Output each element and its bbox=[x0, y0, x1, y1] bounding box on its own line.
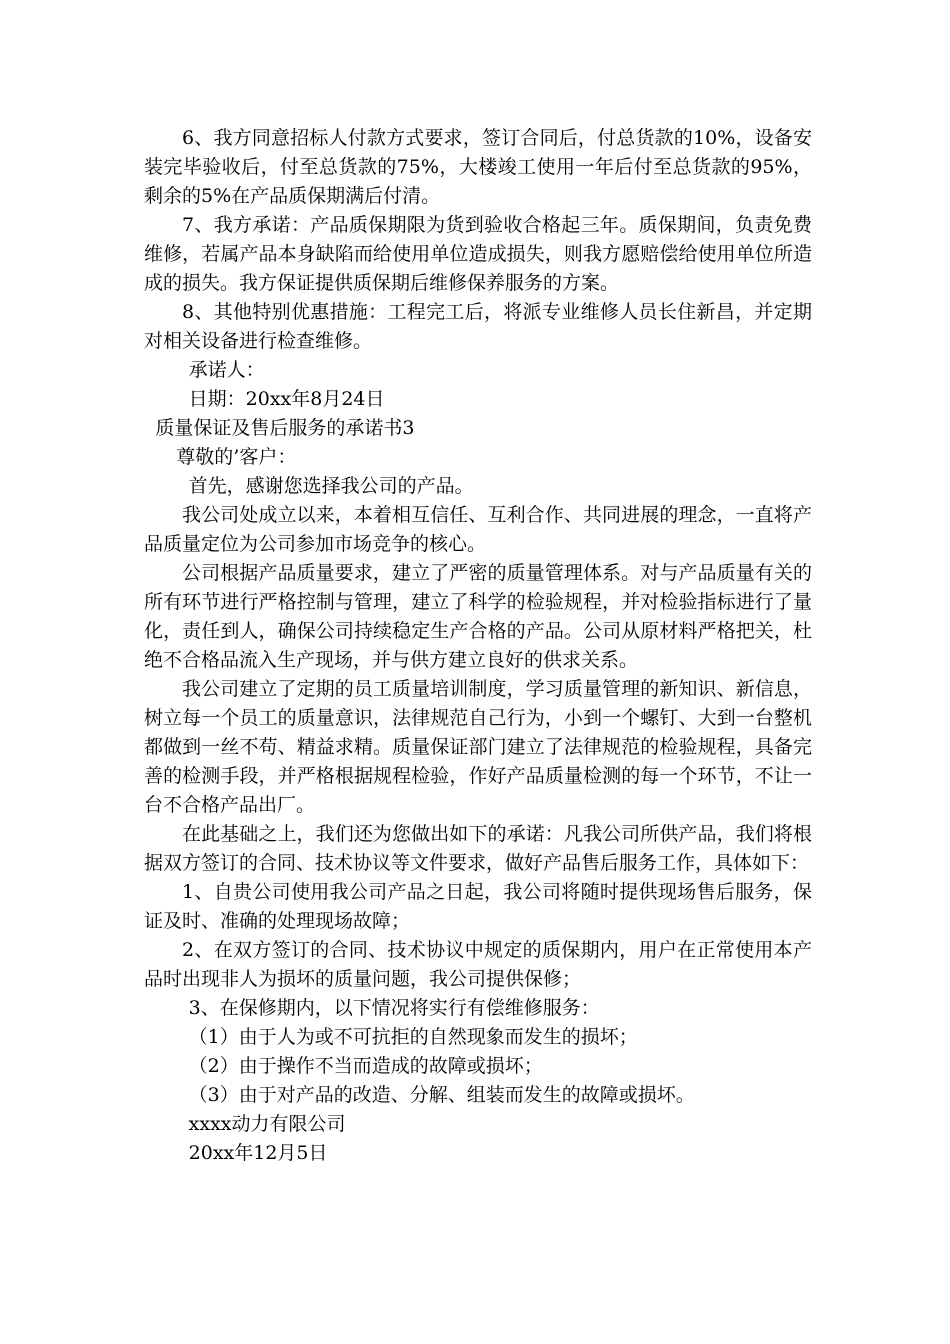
clause-6-payment: 6、我方同意招标人付款方式要求，签订合同后，付总货款的10%，设备安装完毕验收后，付至总货款的75%，大楼竣工使用一年后付至总货款的95%，剩余的5%在产品质保期满后付清。 bbox=[144, 127, 812, 207]
document-body bbox=[144, 124, 812, 1168]
salutation: 尊敬的’客户： bbox=[176, 446, 297, 468]
body-paragraph: 我公司处成立以来，本着相互信任、互利合作、共同进展的理念，一直将产品质量定位为公司参加市场竞争的核心。 bbox=[144, 504, 812, 555]
body-paragraph: 在此基础之上，我们还为您做出如下的承诺：凡我公司所供产品，我们将根据双方签订的合同、技术协议等文件要求，做好产品售后服务工作，具体如下： bbox=[144, 823, 812, 874]
commitment-item: 2、在双方签订的合同、技术协议中规定的质保期内，用户在正常使用本产品时出现非人为损坏的质量问题，我公司提供保修； bbox=[144, 939, 812, 990]
commitment-item: 1、自贵公司使用我公司产品之日起，我公司将随时提供现场售后服务，保证及时、准确的处理现场故障； bbox=[144, 881, 812, 932]
clause-8-offers: 8、其他特别优惠措施：工程完工后，将派专业维修人员长住新昌，并定期对相关设备进行检查维修。 bbox=[144, 301, 812, 352]
paid-repair-item: （3）由于对产品的改造、分解、组装而发生的故障或损坏。 bbox=[188, 1084, 695, 1106]
paid-repair-item: （2）由于操作不当而造成的故障或损坏； bbox=[188, 1055, 543, 1077]
paid-repair-intro: 3、在保修期内，以下情况将实行有偿维修服务： bbox=[188, 997, 600, 1019]
body-paragraph: 首先，感谢您选择我公司的产品。 bbox=[188, 475, 474, 497]
date-line: 日期：20xx年8月24日 bbox=[188, 388, 385, 410]
closing-date: 20xx年12月5日 bbox=[188, 1142, 328, 1164]
paid-repair-item: （1）由于人为或不可抗拒的自然现象而发生的损坏； bbox=[188, 1026, 638, 1048]
promiser-label: 承诺人： bbox=[188, 359, 265, 381]
section-title: 质量保证及售后服务的承诺书3 bbox=[155, 417, 415, 439]
clause-7-warranty: 7、我方承诺：产品质保期限为货到验收合格起三年。质保期间，负责免费维修，若属产品本身缺陷而给使用单位造成损失，则我方愿赔偿给使用单位所造成的损失。我方保证提供质保期后维修保养服务的方案。 bbox=[144, 214, 812, 294]
body-paragraph: 我公司建立了定期的员工质量培训制度，学习质量管理的新知识、新信息，树立每一个员工的质量意识，法律规范自己行为，小到一个螺钉、大到一台整机都做到一丝不苟、精益求精。质量保证部门建立了法律规范的检验规程，具备完善的检测手段，并严格根据规程检验，作好产品质量检测的每一个环节，不让一台不合格产品出厂。 bbox=[144, 678, 812, 816]
company-name: xxxx动力有限公司 bbox=[188, 1113, 346, 1135]
body-paragraph: 公司根据产品质量要求，建立了严密的质量管理体系。对与产品质量有关的所有环节进行严格控制与管理，建立了科学的检验规程，并对检验指标进行了量化，责任到人，确保公司持续稳定生产合格的产品。公司从原材料严格把关，杜绝不合格品流入生产现场，并与供方建立良好的供求关系。 bbox=[144, 562, 812, 671]
